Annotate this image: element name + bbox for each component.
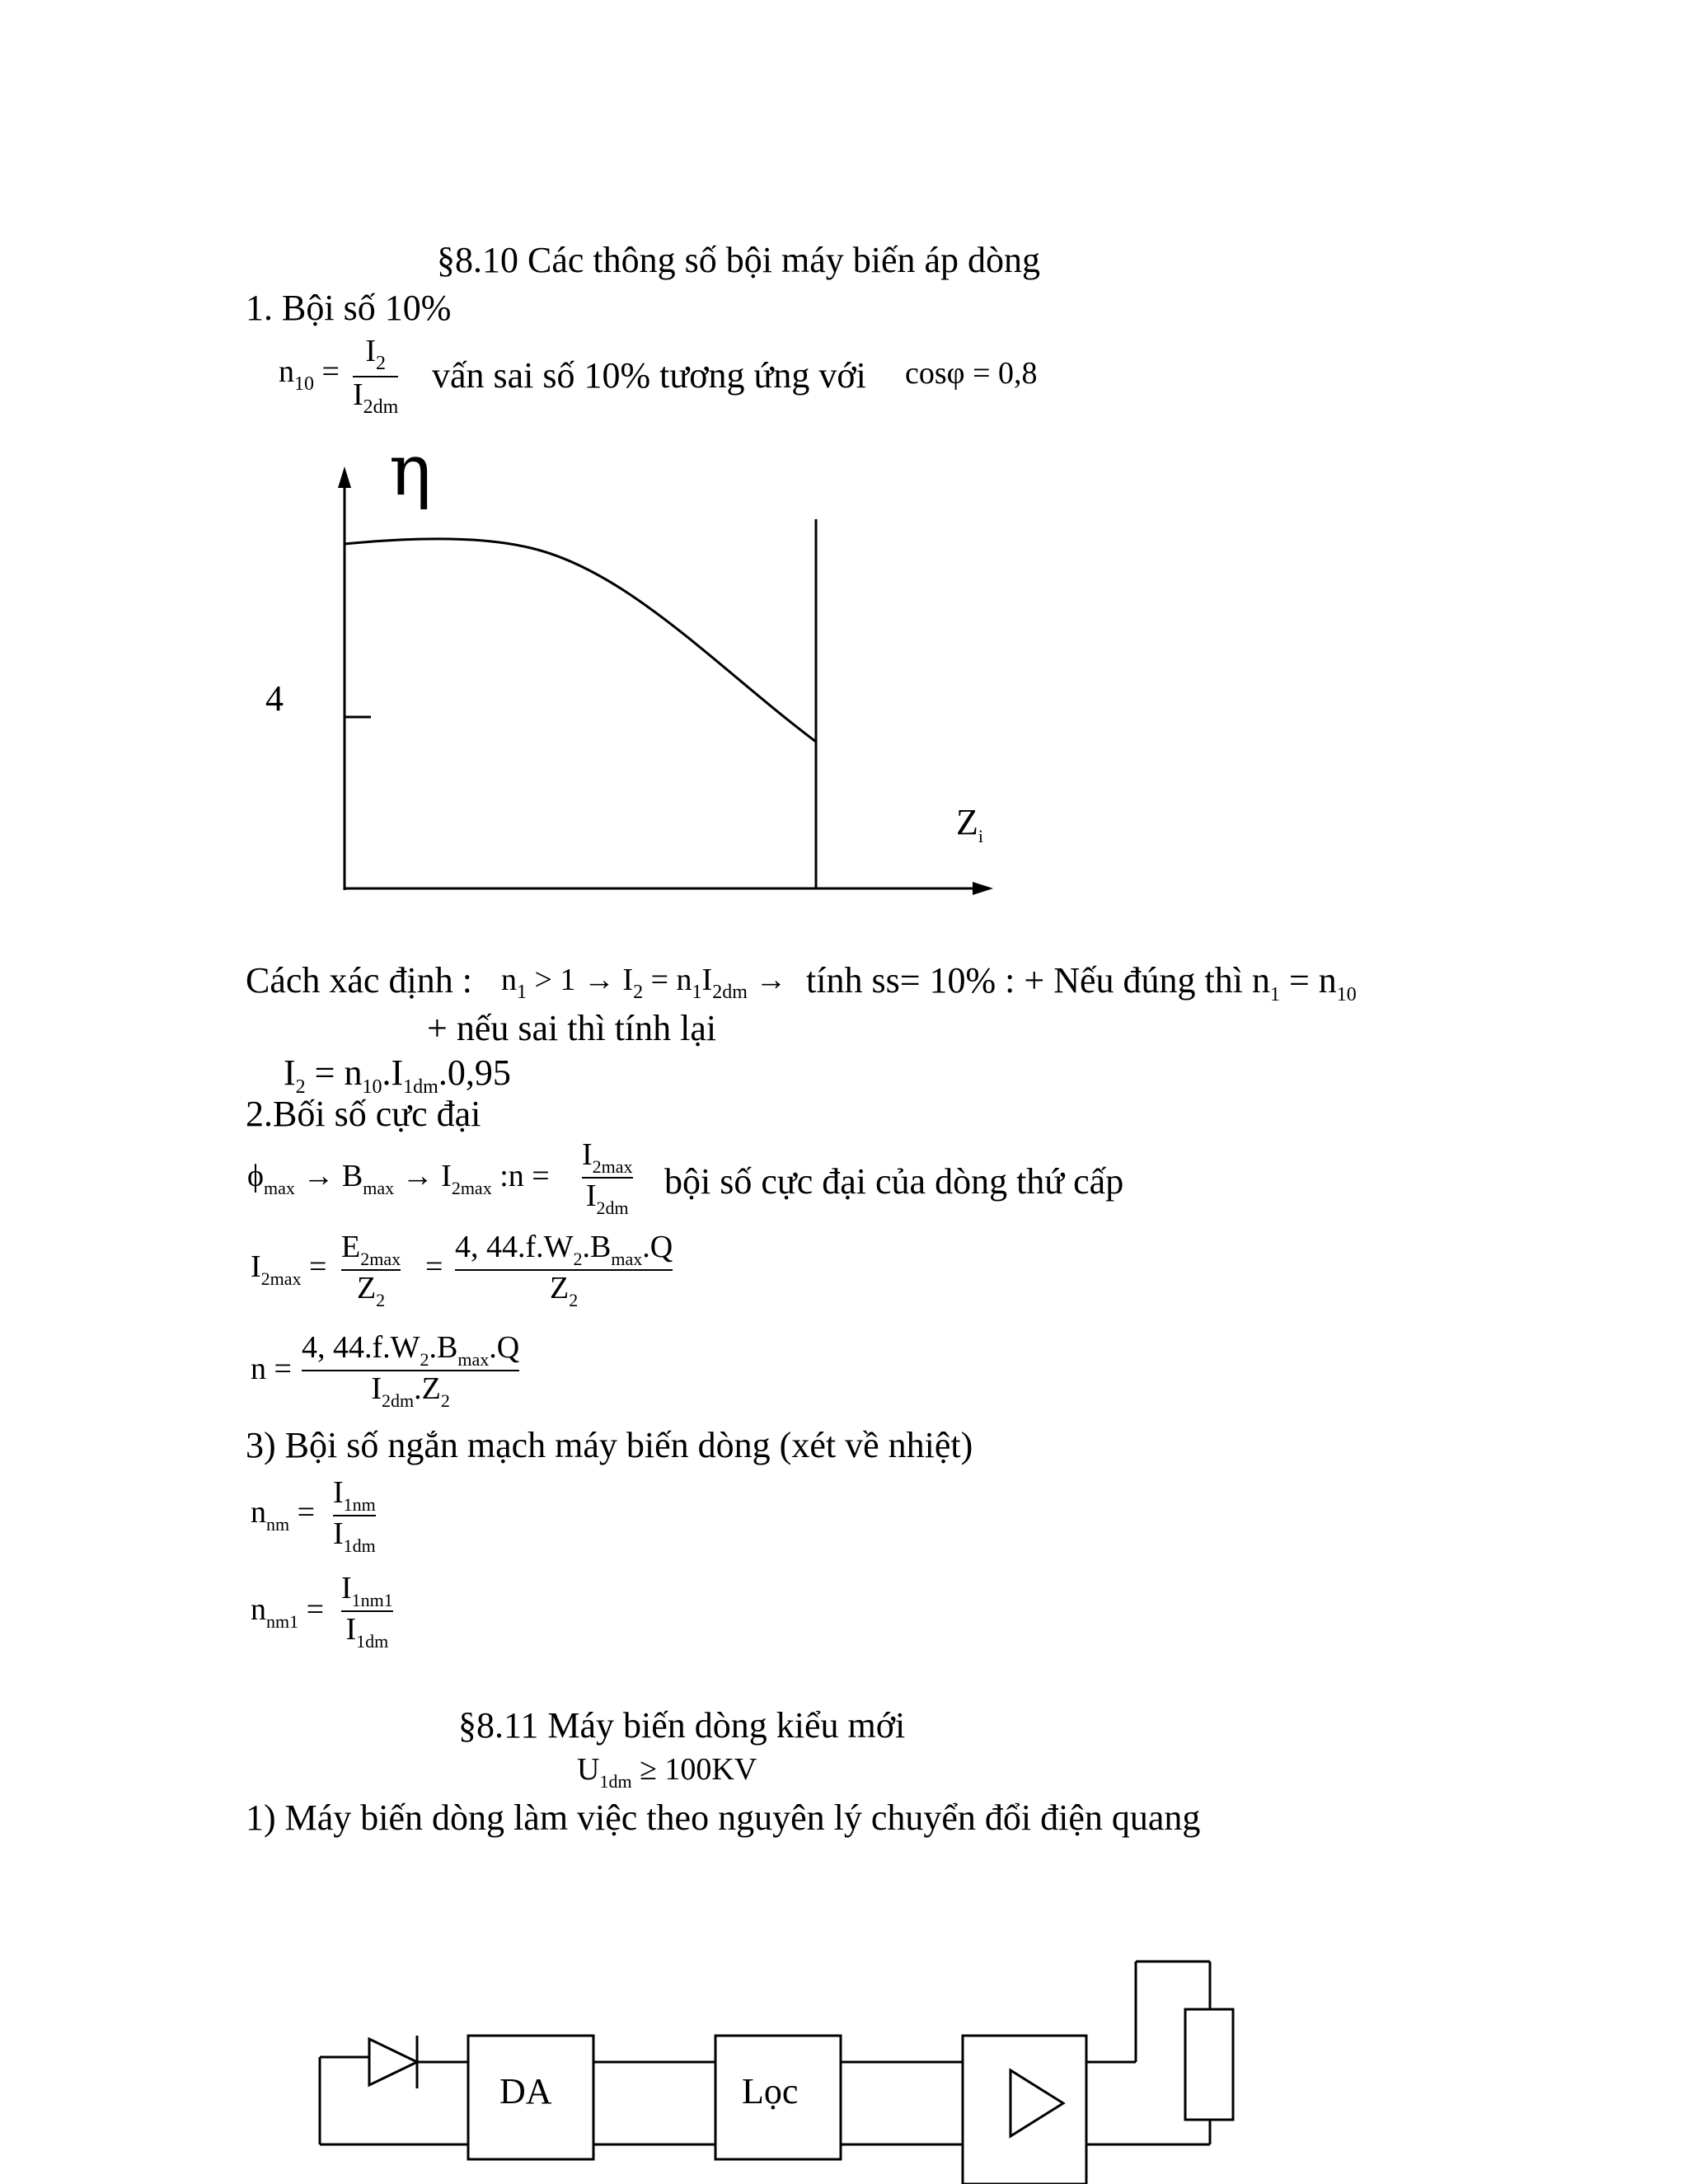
- item2-n-fraction: $I_{2max}$ $I_{2dm}$: [582, 1137, 633, 1219]
- item2-note: bội số cực đại của dòng thứ cấp: [664, 1161, 1124, 1202]
- f2-fraction1: $E_{2max}$ $Z_2$: [341, 1230, 401, 1311]
- cos-condition: cosφ = 0,8: [905, 356, 1038, 391]
- output-resistor: [1185, 2009, 1233, 2120]
- method-label: Cách xác định :: [246, 960, 472, 1001]
- section-title-8-10: §8.10 Các thông số bội máy biến áp dòng: [437, 240, 1041, 280]
- nnm1-fraction: $I_{1nm1}$ $I_{1dm}$: [341, 1571, 393, 1652]
- n10-fraction: $I_2$ $I_{2dm}$: [353, 334, 399, 418]
- item3-heading: 3) Bội số ngắn mạch máy biến dòng (xét về nhiệt): [246, 1425, 973, 1465]
- f2-lhs: $I_{2max}$ =: [251, 1249, 327, 1289]
- diode-symbol: [369, 2039, 417, 2085]
- f3-fraction: 4, $44.f.W_2.B_{max}.Q$ $I_{2dm}.Z_2$: [302, 1330, 520, 1412]
- nnm1-lhs: $n_{nm1}$ =: [251, 1592, 325, 1632]
- n10-note: vấn sai số 10% tương ứng với: [432, 355, 866, 396]
- item2-heading: 2.Bối số cực đại: [246, 1094, 481, 1134]
- section2-condition: $U_{1dm} \ge 100KV$: [577, 1752, 757, 1792]
- method-formula: $I_2 = n_{10}.I_{1dm}.0,95$: [284, 1052, 511, 1098]
- nnm-lhs: $n_{nm}$ =: [251, 1495, 316, 1535]
- f3-lhs: n =: [251, 1352, 292, 1386]
- f2-eq: =: [425, 1249, 443, 1284]
- block-da-label: DA: [499, 2071, 552, 2111]
- method-step2: tính ss= 10% : + Nếu đúng thì $n_1 = n_{10}$: [806, 960, 1357, 1005]
- graph-x-label: $Z_i$: [956, 802, 984, 846]
- section2-item1: 1) Máy biến dòng làm việc theo nguyên lý chuyển đổi điện quang: [246, 1797, 1201, 1838]
- graph-y-symbol: η: [389, 429, 432, 512]
- method-step3: + nếu sai thì tính lại: [427, 1008, 717, 1048]
- method-step1: $n_1 > 1 \to I_2 = n_1I_{2dm}$ →: [501, 963, 787, 1003]
- section-title-8-11: §8.11 Máy biến dòng kiểu mới: [458, 1705, 906, 1746]
- f2-fraction2: 4, $44.f.W_2.B_{max}.Q$ $Z_2$: [455, 1230, 673, 1311]
- graph-y-tick-label: 4: [265, 678, 284, 719]
- block-loc-label: Lọc: [742, 2071, 799, 2111]
- amplifier-symbol: [1010, 2070, 1063, 2136]
- n10-lhs: $n_{10}$ =: [279, 354, 340, 395]
- block-amplifier: [963, 2036, 1086, 2184]
- nnm-fraction: $I_{1nm}$ $I_{1dm}$: [333, 1475, 376, 1557]
- item2-chain: $\phi_{max} \to B_{max} \to I_{2max}$ :n =: [247, 1159, 550, 1198]
- item1-heading: 1. Bội số 10%: [246, 288, 452, 328]
